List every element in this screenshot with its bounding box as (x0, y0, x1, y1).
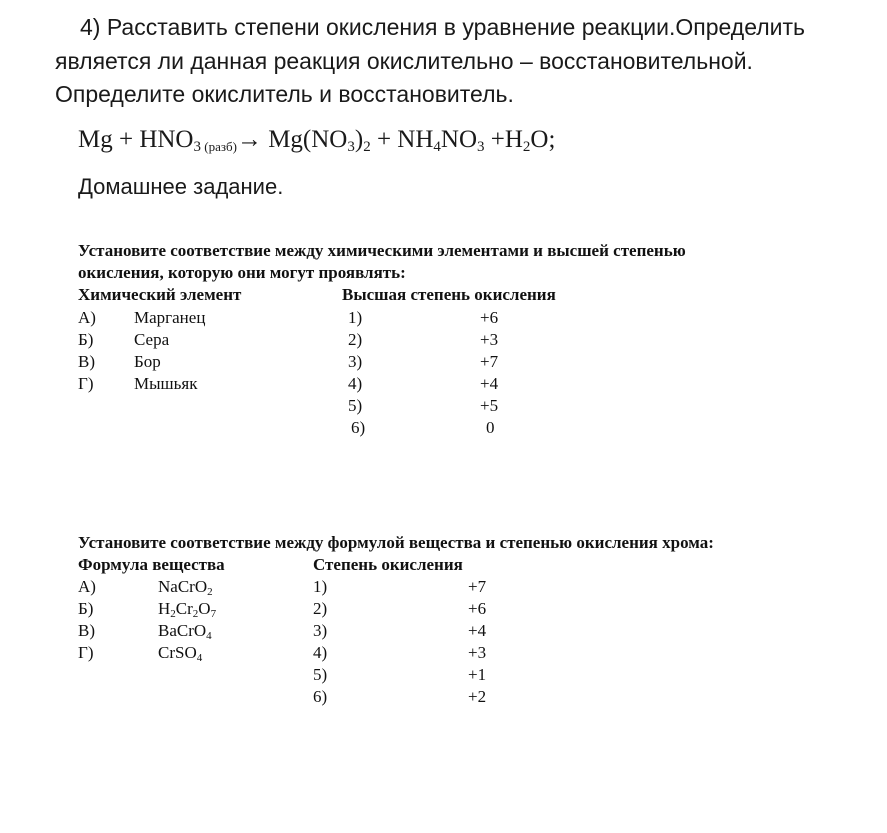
eq-nh: + NH (370, 126, 434, 153)
q2-formula: BaCrO$_4$ (158, 621, 212, 642)
q1-option-value: +5 (480, 396, 499, 415)
q1-element-name: Бор (134, 352, 161, 371)
q2-option-number: 1) (313, 577, 328, 596)
q1-option-number: 4) (348, 374, 363, 393)
q2-option-value: +1 (468, 665, 487, 684)
q2-option-number: 2) (313, 599, 328, 618)
question1-col-left-header: Химический элемент (78, 285, 242, 304)
task-line-1: 4) Расставить степени окисления в уравнение реакции.Определить (80, 14, 806, 40)
eq-o: O; (530, 126, 556, 153)
q2-option-number: 5) (313, 665, 328, 684)
q1-option-value: +7 (480, 352, 499, 371)
eq-h2-subscript: 2 (522, 139, 531, 155)
q1-option-value: +6 (480, 308, 499, 327)
eq-no3-subscript: 3 (347, 139, 355, 155)
q2-option-value: +2 (468, 687, 487, 706)
q1-element-name: Мышьяк (134, 374, 198, 393)
q1-element-letter: А) (78, 308, 96, 327)
q1-option-number: 6) (351, 418, 366, 437)
question2-title: Установите соответствие между формулой вещества и степенью окисления хрома: (78, 533, 714, 552)
eq-condition: (разб) (201, 139, 237, 154)
q1-option-value: +3 (480, 330, 499, 349)
question1-title-line2: окисления, которую они могут проявлять: (78, 263, 406, 282)
homework-title: Домашнее задание. (78, 174, 284, 199)
q2-formula-letter: Г) (78, 643, 94, 662)
q2-formula-letter: В) (78, 621, 95, 640)
q1-option-value: 0 (486, 418, 495, 437)
q1-option-number: 3) (348, 352, 363, 371)
q1-element-letter: В) (78, 352, 95, 371)
eq-reactants: Mg + HNO (78, 126, 194, 153)
q2-option-number: 6) (313, 687, 328, 706)
question1-col-right-header: Высшая степень окисления (342, 285, 556, 304)
task-line-3: Определите окислитель и восстановитель. (55, 81, 514, 107)
q1-option-number: 5) (348, 396, 363, 415)
q2-formula: CrSO$_4$ (158, 643, 203, 664)
q2-formula-letter: А) (78, 577, 96, 596)
q2-option-number: 3) (313, 621, 328, 640)
q1-element-name: Сера (134, 330, 170, 349)
task-line-2: является ли данная реакция окислительно – восстановительной. (55, 48, 753, 74)
question1-title-line1: Установите соответствие между химическими элементами и высшей степенью (78, 241, 686, 260)
eq-nh4-subscript: 4 (433, 139, 441, 155)
q1-option-value: +4 (480, 374, 499, 393)
eq-coefficient-subscript: 2 (363, 139, 371, 155)
q2-option-number: 4) (313, 643, 328, 662)
q2-option-value: +7 (468, 577, 487, 596)
q1-element-letter: Г) (78, 374, 94, 393)
q1-element-name: Марганец (134, 308, 206, 327)
q2-option-value: +3 (468, 643, 487, 662)
reaction-equation (78, 126, 555, 154)
question2-col-left-header: Формула вещества (78, 555, 225, 574)
eq-close-paren: ) (354, 126, 364, 153)
eq-h: +H (484, 126, 523, 153)
q1-element-letter: Б) (78, 330, 94, 349)
q2-option-value: +4 (468, 621, 487, 640)
q2-formula-letter: Б) (78, 599, 94, 618)
eq-arrow-product1: → Mg(NO (236, 126, 348, 153)
q2-option-value: +6 (468, 599, 487, 618)
eq-no3b-subscript: 3 (477, 139, 485, 155)
question2-col-right-header: Степень окисления (313, 555, 463, 574)
eq-hno3-subscript: 3 (193, 139, 201, 155)
q1-option-number: 1) (348, 308, 363, 327)
q2-formula: NaCrO$_2$ (158, 577, 213, 598)
eq-no: NO (440, 126, 478, 153)
q1-option-number: 2) (348, 330, 363, 349)
q2-formula: $H_2Cr_2O_7$ (158, 599, 217, 620)
